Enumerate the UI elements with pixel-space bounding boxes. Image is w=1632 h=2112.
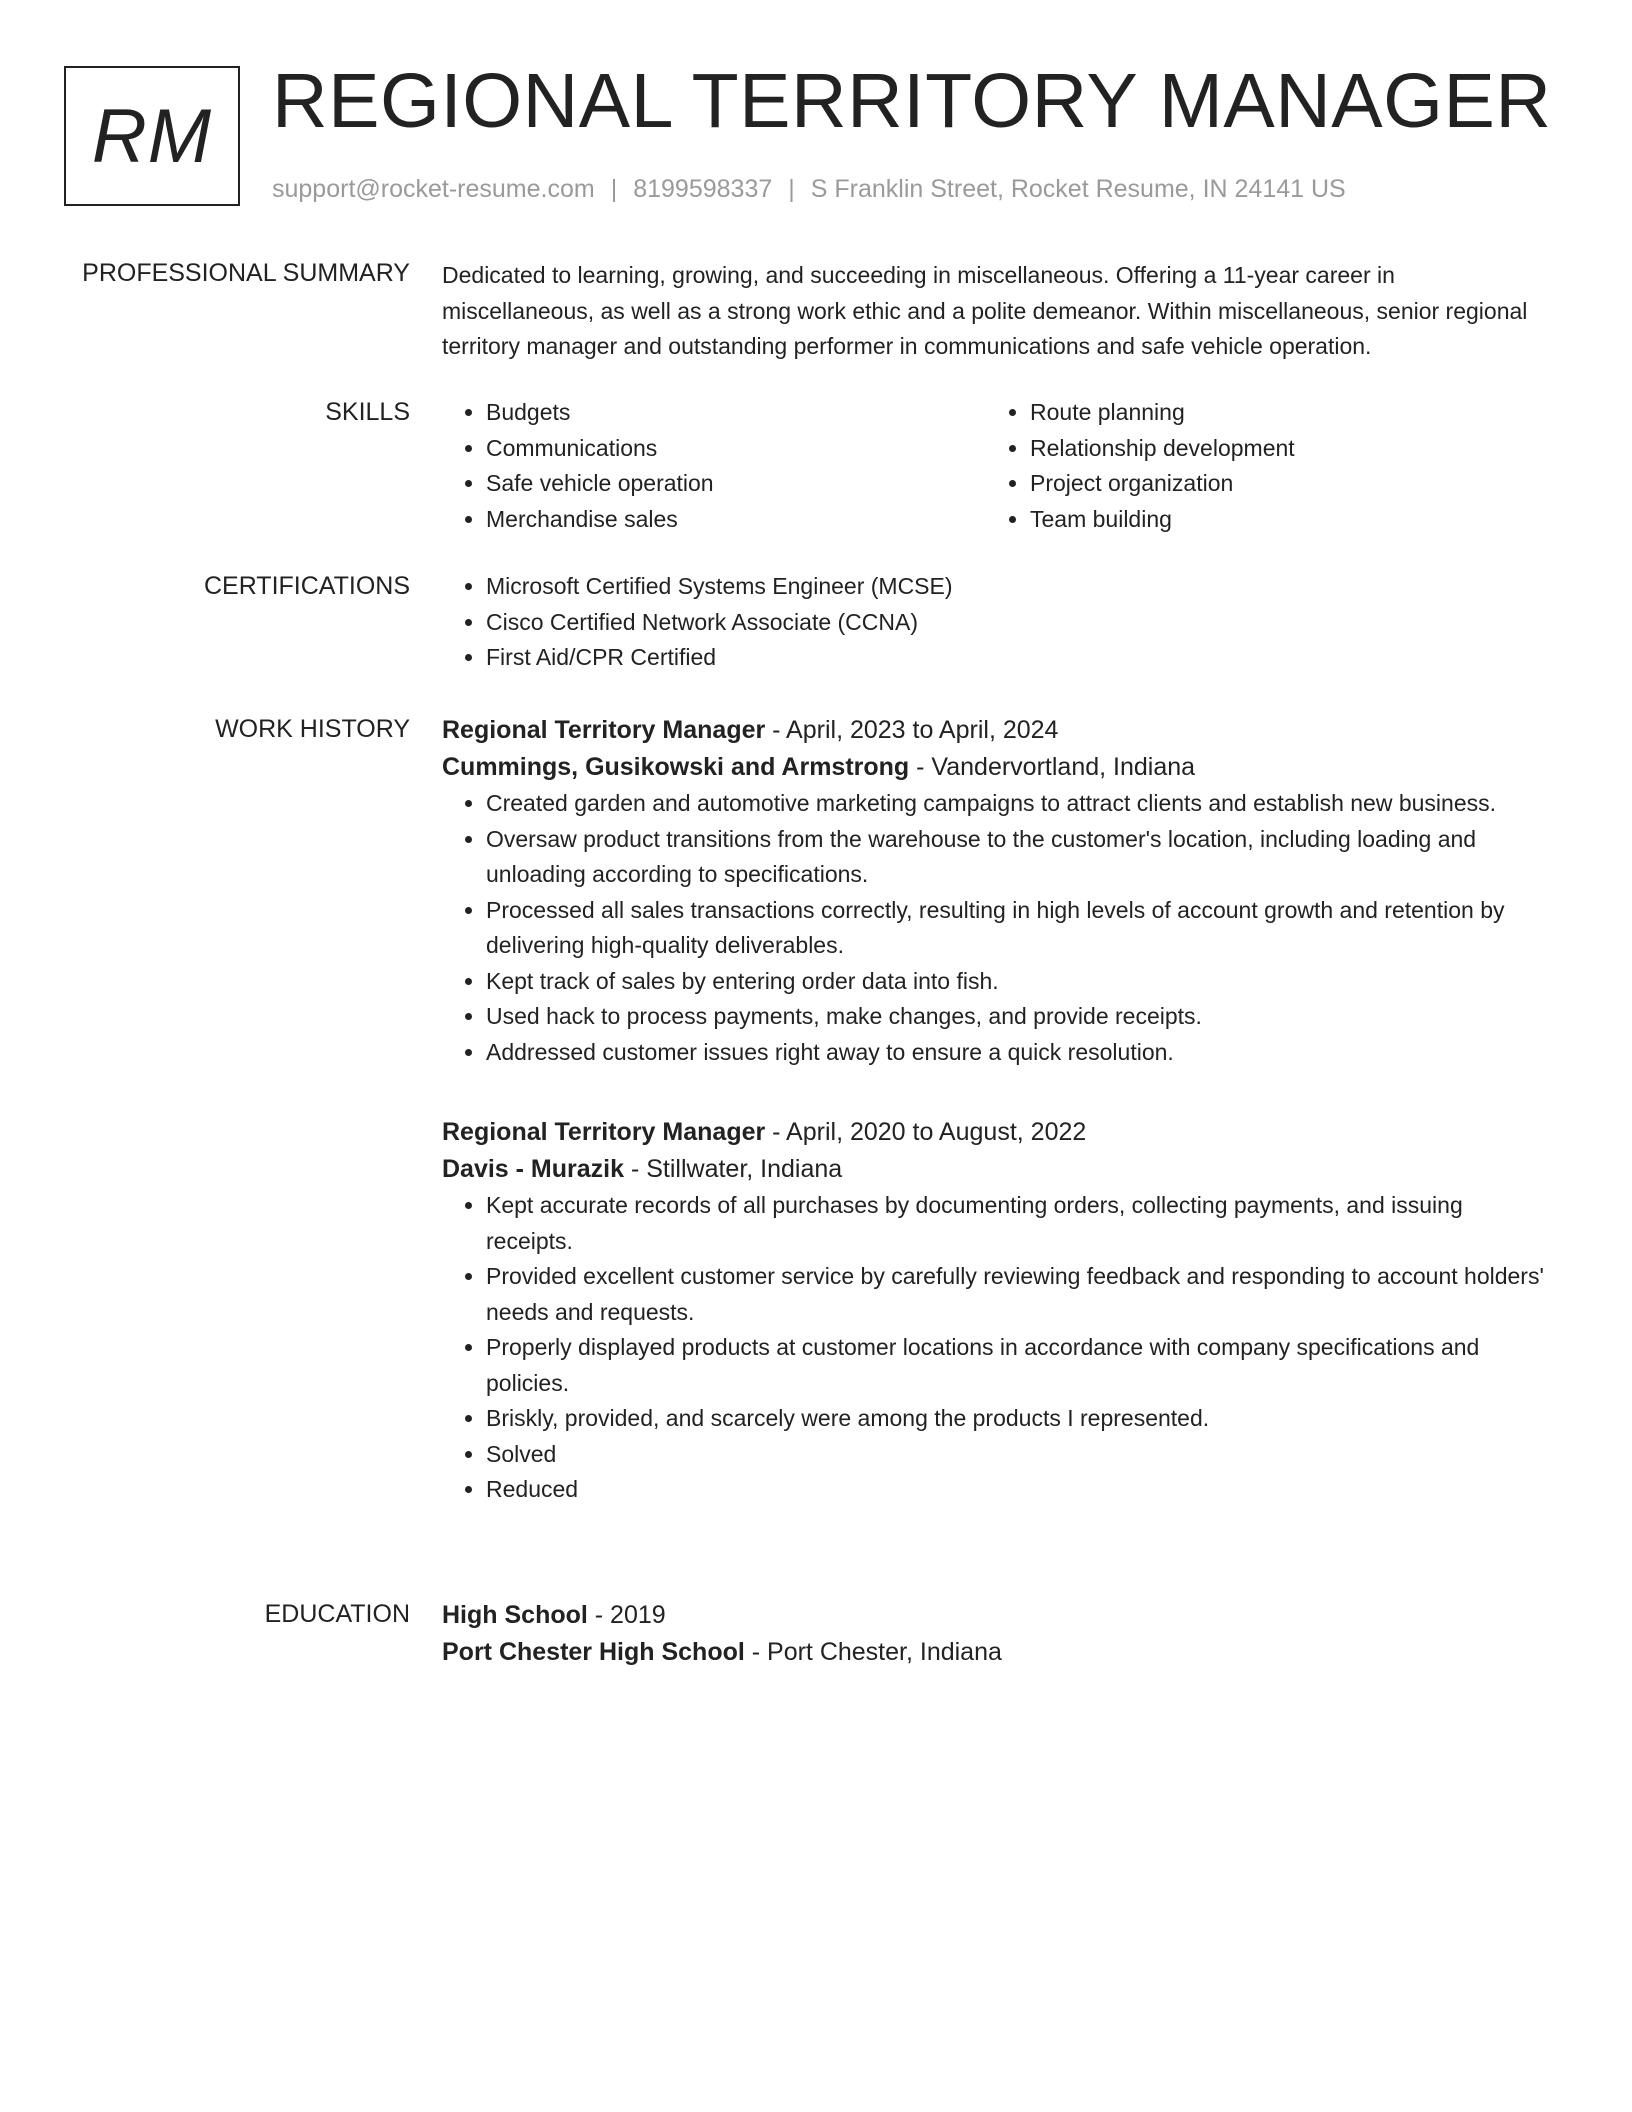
education-location: - Port Chester, Indiana [744,1638,1002,1666]
job-dates: - April, 2020 to August, 2022 [765,1118,1087,1146]
list-item: • Route planning [1030,395,1530,431]
job-location: - Vandervortland, Indiana [909,753,1196,781]
contact-phone[interactable]: 8199598337 [633,175,773,203]
resume-title: REGIONAL TERRITORY MANAGER [272,58,1552,144]
education-school: Port Chester High School [442,1638,745,1666]
list-item: • Addressed customer issues right away to ensure a quick resolution. [486,1035,1552,1071]
section-label-skills: SKILLS [325,398,410,426]
list-item: • Merchandise sales [486,502,986,538]
list-item: • Created garden and automotive marketing campaigns to attract clients and establish new business. [486,786,1552,822]
list-item: • Kept accurate records of all purchases by documenting orders, collecting payments, and issuing receipts. [486,1188,1552,1259]
job-bullets [442,1188,1552,1508]
education-degree-line [442,1597,1552,1634]
list-item: • Relationship development [1030,431,1530,467]
job-entry [442,1114,1552,1508]
contact-address: S Franklin Street, Rocket Resume, IN 24141 US [810,175,1346,203]
job-company: Cummings, Gusikowski and Armstrong [442,753,910,781]
job-location: - Stillwater, Indiana [624,1155,843,1183]
list-item: • Properly displayed products at customer locations in accordance with company specifications and policies. [486,1330,1552,1401]
job-title-line [442,1114,1552,1151]
list-item: • First Aid/CPR Certified [486,640,1552,676]
section-label-summary: PROFESSIONAL SUMMARY [82,259,410,287]
list-item: • Oversaw product transitions from the warehouse to the customer's location, including loading and unloading according to specifications. [486,822,1552,893]
education-year: - 2019 [587,1601,666,1629]
contact-separator: | [788,175,795,203]
list-item: • Kept track of sales by entering order data into fish. [486,964,1552,1000]
contact-separator: | [610,175,618,203]
section-label-education: EDUCATION [264,1600,410,1628]
list-item: • Cisco Certified Network Associate (CCNA) [486,605,1552,641]
job-company: Davis - Murazik [442,1155,625,1183]
list-item: • Solved [486,1437,1552,1473]
monogram-initials: RM [91,93,213,179]
list-item: • Provided excellent customer service by carefully reviewing feedback and responding to account holders' needs and requests. [486,1259,1552,1330]
contact-line [272,174,1346,204]
section-spacer [442,1508,1552,1542]
job-dates: - April, 2023 to April, 2024 [765,716,1059,744]
list-item: • Team building [1030,502,1530,538]
section-label-certifications: CERTIFICATIONS [203,572,410,600]
job-title: Regional Territory Manager [442,716,766,744]
list-item: • Briskly, provided, and scarcely were among the products I represented. [486,1401,1552,1437]
summary-text: Dedicated to learning, growing, and succeeding in miscellaneous. Offering a 11-year career in miscellaneous, as well as a strong work ethic and a polite demeanor. Within miscellaneous, senior regional territory manager and outstanding performer in communications and safe vehicle operation. [442,262,1528,359]
job-company-line [442,749,1552,786]
monogram-badge [64,66,240,206]
list-item: • Project organization [1030,466,1530,502]
list-item: • Budgets [486,395,986,431]
list-item: • Communications [486,431,986,467]
certifications-list [442,569,1552,676]
skills-list-right [986,395,1530,537]
job-entry [442,712,1552,1070]
education-school-line [442,1634,1552,1671]
list-item: • Processed all sales transactions correctly, resulting in high levels of account growth and retention by delivering high-quality deliverables. [486,893,1552,964]
job-bullets [442,786,1552,1070]
section-label-work-history: WORK HISTORY [215,715,410,743]
skills-list-left [442,395,986,537]
contact-email[interactable]: support@rocket-resume.com [272,175,595,203]
job-title: Regional Territory Manager [442,1118,766,1146]
education-degree: High School [442,1601,588,1629]
list-item: • Microsoft Certified Systems Engineer (MCSE) [486,569,1552,605]
list-item: • Reduced [486,1472,1552,1508]
job-company-line [442,1151,1552,1188]
list-item: • Used hack to process payments, make changes, and provide receipts. [486,999,1552,1035]
job-title-line [442,712,1552,749]
list-item: • Safe vehicle operation [486,466,986,502]
